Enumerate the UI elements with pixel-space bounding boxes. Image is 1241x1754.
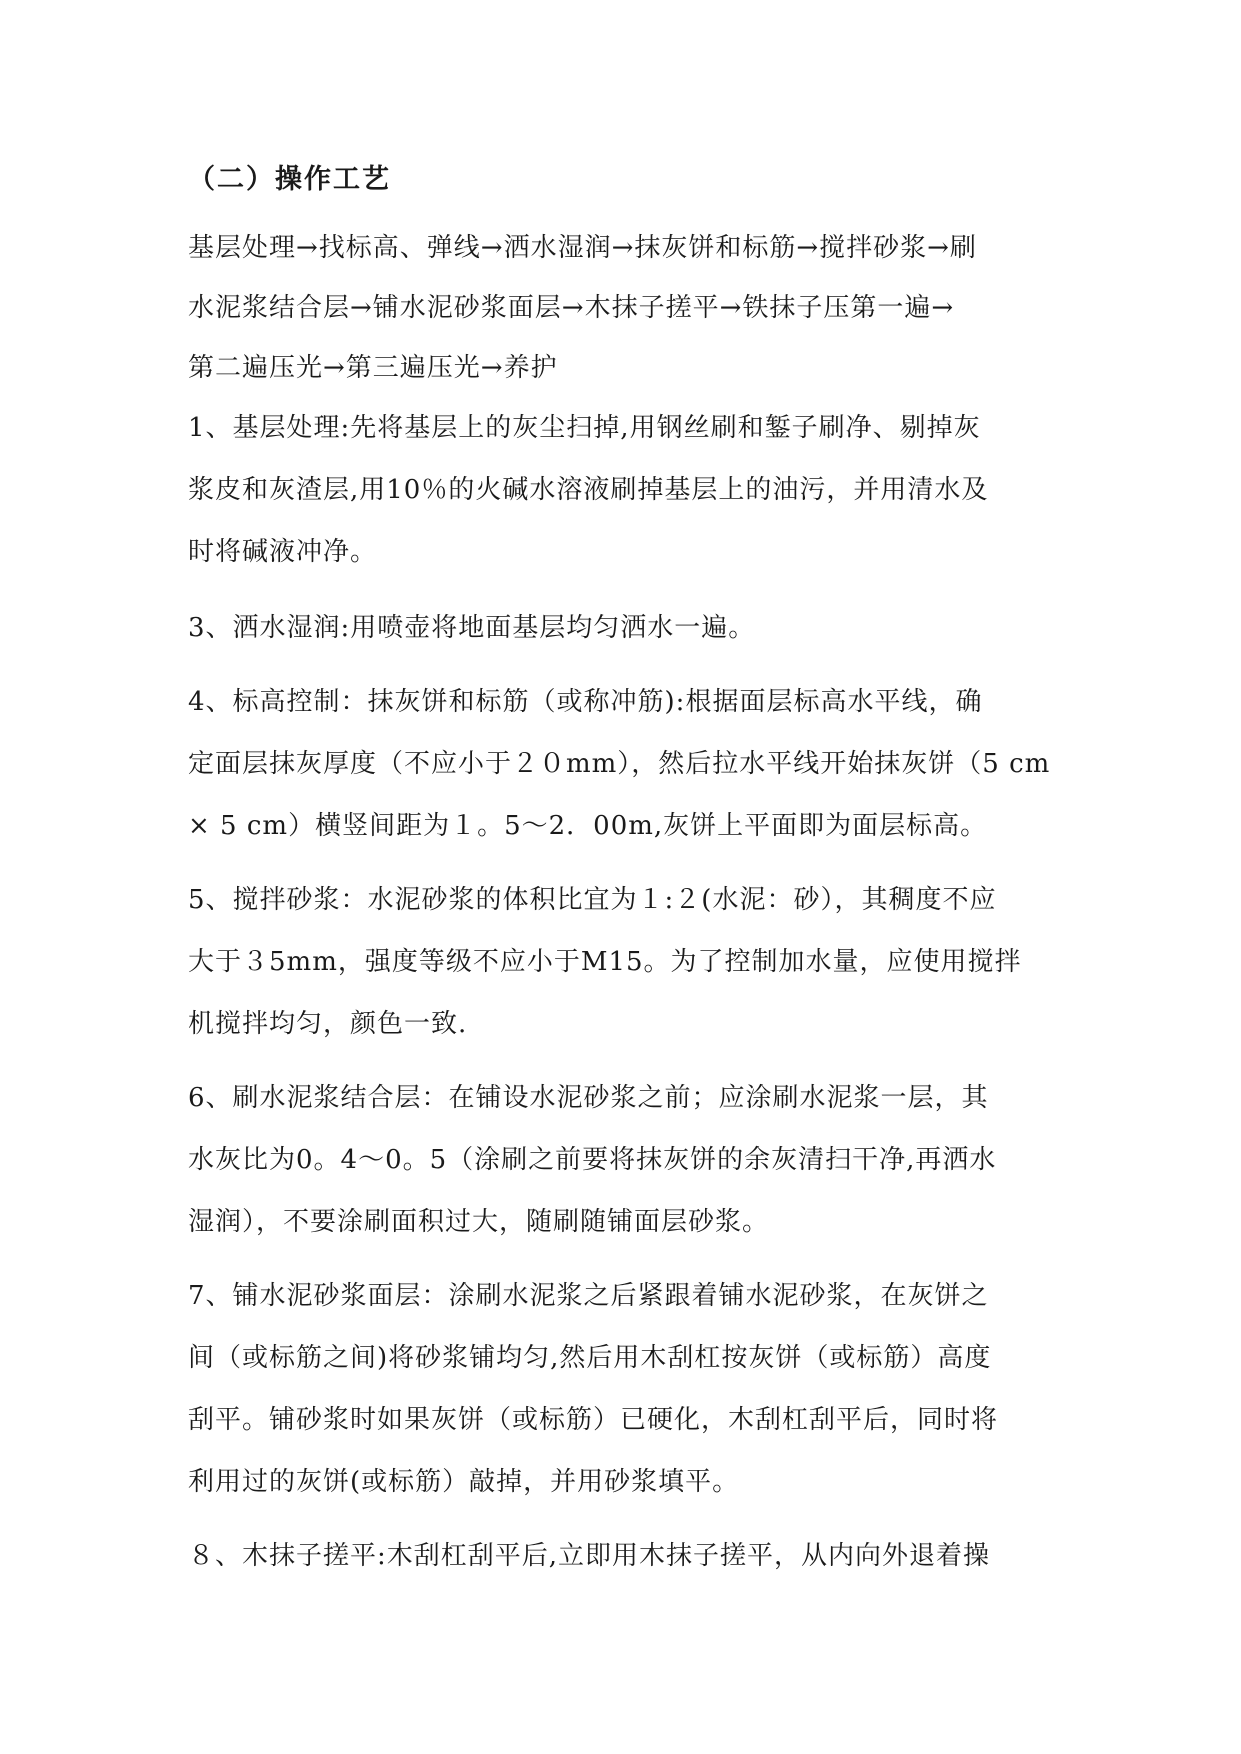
text-line: 刮平。铺砂浆时如果灰饼（或标筋）已硬化，木刮杠刮平后，同时将	[188, 1405, 999, 1435]
text-line: 时将碱液冲净。	[188, 537, 378, 567]
text-line: 利用过的灰饼(或标筋）敲掉，并用砂浆填平。	[188, 1467, 740, 1497]
text-line: 水泥浆结合层→铺水泥砂浆面层→木抹子搓平→铁抹子压第一遍→	[188, 293, 955, 323]
text-line: 定面层抹灰厚度（不应小于２０mm），然后拉水平线开始抹灰饼（5 cm	[188, 749, 1051, 779]
text-line: ８、木抹子搓平:木刮杠刮平后,立即用木抹子搓平，从内向外退着操	[188, 1541, 991, 1571]
text-line: 6、刷水泥浆结合层：在铺设水泥砂浆之前；应涂刷水泥浆一层，其	[188, 1083, 989, 1113]
text-line: 浆皮和灰渣层,用10％的火碱水溶液刷掉基层上的油污，并用清水及	[188, 475, 989, 505]
section-heading: （二）操作工艺	[188, 164, 391, 195]
text-line: 4、标高控制：抹灰饼和标筋（或称冲筋):根据面层标高水平线，确	[188, 687, 983, 717]
text-line: 水灰比为0。4～0。5（涂刷之前要将抹灰饼的余灰清扫干净,再洒水	[188, 1145, 997, 1175]
text-line: 机搅拌均匀，颜色一致.	[188, 1009, 468, 1039]
text-line: 3、洒水湿润:用喷壶将地面基层均匀洒水一遍。	[188, 613, 756, 643]
text-line: 第二遍压光→第三遍压光→养护	[188, 353, 558, 383]
text-line: 5、搅拌砂浆：水泥砂浆的体积比宜为１:２(水泥：砂），其稠度不应	[188, 885, 997, 915]
text-line: 7、铺水泥砂浆面层：涂刷水泥浆之后紧跟着铺水泥砂浆，在灰饼之	[188, 1281, 989, 1311]
text-line: 大于３5mm，强度等级不应小于M15。为了控制加水量，应使用搅拌	[188, 947, 1022, 977]
text-line: 基层处理→找标高、弹线→洒水湿润→抹灰饼和标筋→搅拌砂浆→刷	[188, 233, 977, 263]
text-line: 间（或标筋之间)将砂浆铺均匀,然后用木刮杠按灰饼（或标筋）高度	[188, 1343, 992, 1373]
text-line: 湿润），不要涂刷面积过大，随刷随铺面层砂浆。	[188, 1207, 770, 1237]
text-line: 1、基层处理:先将基层上的灰尘扫掉,用钢丝刷和錾子刷净、剔掉灰	[188, 413, 981, 443]
text-line: × 5 cm）横竖间距为１。5～2．00m,灰饼上平面即为面层标高。	[188, 811, 988, 841]
